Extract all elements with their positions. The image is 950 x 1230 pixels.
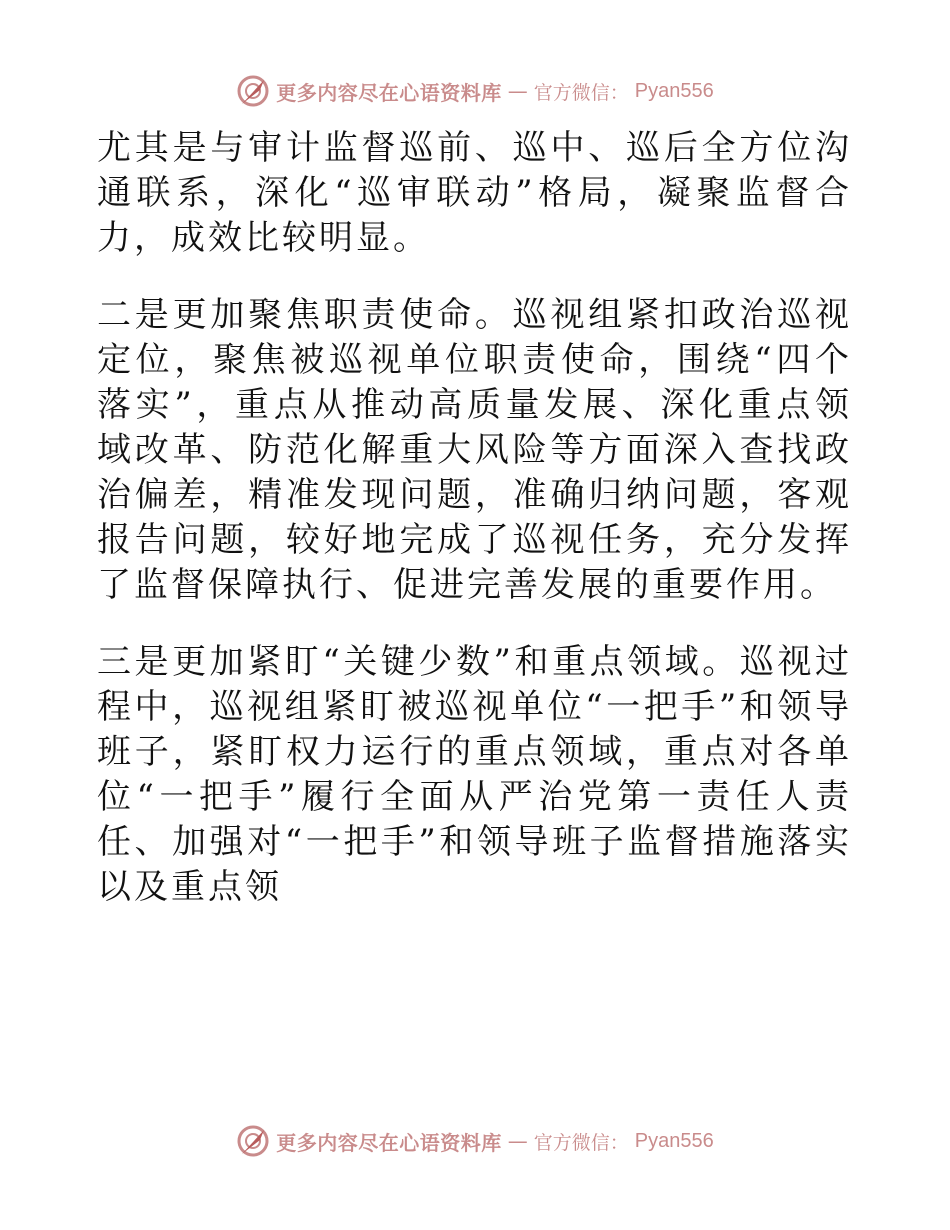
watermark-dash: — <box>507 79 528 103</box>
watermark-dash: — <box>507 1129 528 1153</box>
paragraph-2: 二是更加聚焦职责使命。巡视组紧扣政治巡视定位，聚焦被巡视单位职责使命，围绕“四个落实”，重点从推动高质量发展、深化重点领域改革、防范化解重大风险等方面深入查找政治偏差，精准发现问题，准确归纳问题，客观报告问题，较好地完成了巡视任务，充分发挥了监督保障执行、促进完善发展的重要作用。 <box>97 295 852 605</box>
watermark-wechat-label: 官方微信： <box>533 81 629 104</box>
header-watermark <box>0 71 950 111</box>
paragraph-3: 三是更加紧盯“关键少数”和重点领域。巡视过程中，巡视组紧盯被巡视单位“一把手”和领导班子，紧盯权力运行的重点领域，重点对各单位“一把手”履行全面从严治党第一责任人责任、加强对“一把手”和领导班子监督措施落实以及重点领 <box>97 642 852 907</box>
quill-logo-icon <box>236 1124 270 1158</box>
quill-logo-icon <box>236 74 270 108</box>
document-body <box>97 126 852 910</box>
footer-watermark <box>0 1121 950 1161</box>
paragraph-1: 尤其是与审计监督巡前、巡中、巡后全方位沟通联系，深化“巡审联动”格局，凝聚监督合力，成效比较明显。 <box>97 128 852 258</box>
watermark-text: 更多内容尽在心语资料库 <box>276 80 502 105</box>
watermark-wechat-id: Pyan556 <box>634 79 714 102</box>
watermark-wechat-id: Pyan556 <box>634 1129 714 1152</box>
watermark-wechat-label: 官方微信： <box>533 1131 629 1154</box>
watermark-text: 更多内容尽在心语资料库 <box>276 1130 502 1155</box>
